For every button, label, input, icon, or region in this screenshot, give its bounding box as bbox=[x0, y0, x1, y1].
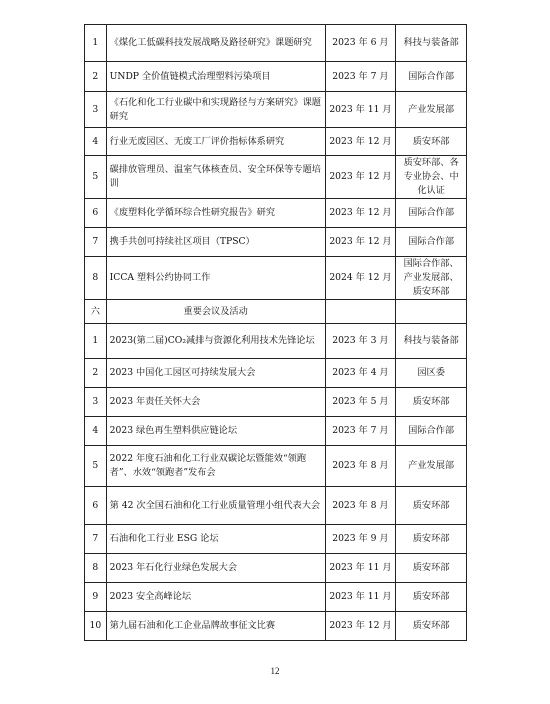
table-row bbox=[85, 583, 467, 612]
department-cell: 产业发展部 bbox=[396, 92, 467, 128]
date-cell: 2023 年 11 月 bbox=[325, 92, 396, 128]
row-number-cell: 5 bbox=[85, 156, 107, 199]
table-row bbox=[85, 257, 467, 300]
table-row bbox=[85, 487, 467, 525]
date-cell: 2023 年 7 月 bbox=[325, 417, 396, 446]
row-number-cell: 1 bbox=[85, 25, 107, 62]
department-cell: 质安环部 bbox=[396, 388, 467, 417]
item-name-cell: 《石化和化工行业碳中和实现路径与方案研究》课题研究 bbox=[106, 92, 325, 128]
date-cell: 2023 年 9 月 bbox=[325, 525, 396, 554]
department-cell: 科技与装备部 bbox=[396, 324, 467, 359]
item-name-cell: ICCA 塑料公约协同工作 bbox=[106, 257, 325, 300]
row-number-cell: 5 bbox=[85, 446, 107, 487]
table-row bbox=[85, 156, 467, 199]
table-row bbox=[85, 525, 467, 554]
date-cell: 2023 年 12 月 bbox=[325, 128, 396, 156]
date-cell: 2023 年 12 月 bbox=[325, 228, 396, 257]
department-cell: 质安环部 bbox=[396, 487, 467, 525]
row-number-cell: 六 bbox=[85, 300, 107, 324]
department-cell: 国际合作部 bbox=[396, 199, 467, 228]
date-cell: 2024 年 12 月 bbox=[325, 257, 396, 300]
row-number-cell: 7 bbox=[85, 228, 107, 257]
item-name-cell: 2022 年度石油和化工行业双碳论坛暨能效“领跑者”、水效“领跑者”发布会 bbox=[106, 446, 325, 487]
row-number-cell: 3 bbox=[85, 388, 107, 417]
department-cell: 园区委 bbox=[396, 359, 467, 388]
table-row bbox=[85, 417, 467, 446]
item-name-cell: UNDP 全价值链模式治理塑料污染项目 bbox=[106, 62, 325, 92]
item-name-cell: 2023 绿色再生塑料供应链论坛 bbox=[106, 417, 325, 446]
date-cell: 2023 年 12 月 bbox=[325, 199, 396, 228]
department-cell: 国际合作部 bbox=[396, 62, 467, 92]
row-number-cell: 2 bbox=[85, 359, 107, 388]
table-row bbox=[85, 92, 467, 128]
department-cell: 国际合作部、产业发展部、质安环部 bbox=[396, 257, 467, 300]
row-number-cell: 6 bbox=[85, 487, 107, 525]
date-cell: 2023 年 11 月 bbox=[325, 583, 396, 612]
row-number-cell: 4 bbox=[85, 417, 107, 446]
table-row bbox=[85, 359, 467, 388]
item-name-cell: 碳排放管理员、温室气体核查员、安全环保等专题培训 bbox=[106, 156, 325, 199]
date-cell: 2023 年 3 月 bbox=[325, 324, 396, 359]
date-cell: 2023 年 12 月 bbox=[325, 156, 396, 199]
item-name-cell: 重要会议及活动 bbox=[106, 300, 325, 324]
table-row bbox=[85, 324, 467, 359]
activities-table bbox=[84, 24, 467, 641]
table-row bbox=[85, 199, 467, 228]
item-name-cell: 2023(第二届)CO₂减排与资源化利用技术先锋论坛 bbox=[106, 324, 325, 359]
table-row bbox=[85, 128, 467, 156]
department-cell: 科技与装备部 bbox=[396, 25, 467, 62]
row-number-cell: 8 bbox=[85, 554, 107, 583]
row-number-cell: 1 bbox=[85, 324, 107, 359]
row-number-cell: 9 bbox=[85, 583, 107, 612]
department-cell: 国际合作部 bbox=[396, 417, 467, 446]
item-name-cell: 《煤化工低碳科技发展战略及路径研究》课题研究 bbox=[106, 25, 325, 62]
date-cell: 2023 年 12 月 bbox=[325, 612, 396, 641]
date-cell: 2023 年 6 月 bbox=[325, 25, 396, 62]
table-row bbox=[85, 446, 467, 487]
item-name-cell: 第 42 次全国石油和化工行业质量管理小组代表大会 bbox=[106, 487, 325, 525]
date-cell bbox=[325, 300, 396, 324]
department-cell: 质安环部 bbox=[396, 583, 467, 612]
item-name-cell: 石油和化工行业 ESG 论坛 bbox=[106, 525, 325, 554]
department-cell: 产业发展部 bbox=[396, 446, 467, 487]
department-cell: 国际合作部 bbox=[396, 228, 467, 257]
department-cell bbox=[396, 300, 467, 324]
table-row bbox=[85, 228, 467, 257]
date-cell: 2023 年 4 月 bbox=[325, 359, 396, 388]
section-row bbox=[85, 300, 467, 324]
department-cell: 质安环部 bbox=[396, 554, 467, 583]
row-number-cell: 7 bbox=[85, 525, 107, 554]
table-row bbox=[85, 25, 467, 62]
row-number-cell: 2 bbox=[85, 62, 107, 92]
department-cell: 质安环部 bbox=[396, 612, 467, 641]
date-cell: 2023 年 5 月 bbox=[325, 388, 396, 417]
item-name-cell: 携手共创可持续社区项目（TPSC） bbox=[106, 228, 325, 257]
item-name-cell: 2023 中国化工园区可持续发展大会 bbox=[106, 359, 325, 388]
date-cell: 2023 年 8 月 bbox=[325, 446, 396, 487]
activities-table-body bbox=[85, 25, 467, 641]
date-cell: 2023 年 11 月 bbox=[325, 554, 396, 583]
row-number-cell: 10 bbox=[85, 612, 107, 641]
row-number-cell: 3 bbox=[85, 92, 107, 128]
item-name-cell: 第九届石油和化工企业品牌故事征文比赛 bbox=[106, 612, 325, 641]
item-name-cell: 2023 年石化行业绿色发展大会 bbox=[106, 554, 325, 583]
table-row bbox=[85, 388, 467, 417]
item-name-cell: 《废塑料化学循环综合性研究报告》研究 bbox=[106, 199, 325, 228]
table-row bbox=[85, 62, 467, 92]
row-number-cell: 4 bbox=[85, 128, 107, 156]
item-name-cell: 行业无废园区、无废工厂评价指标体系研究 bbox=[106, 128, 325, 156]
date-cell: 2023 年 8 月 bbox=[325, 487, 396, 525]
table-row bbox=[85, 612, 467, 641]
row-number-cell: 8 bbox=[85, 257, 107, 300]
item-name-cell: 2023 年责任关怀大会 bbox=[106, 388, 325, 417]
page-number: 12 bbox=[270, 666, 280, 676]
item-name-cell: 2023 安全高峰论坛 bbox=[106, 583, 325, 612]
department-cell: 质安环部 bbox=[396, 525, 467, 554]
department-cell: 质安环部 bbox=[396, 128, 467, 156]
department-cell: 质安环部、各专业协会、中化认证 bbox=[396, 156, 467, 199]
row-number-cell: 6 bbox=[85, 199, 107, 228]
table-row bbox=[85, 554, 467, 583]
date-cell: 2023 年 7 月 bbox=[325, 62, 396, 92]
